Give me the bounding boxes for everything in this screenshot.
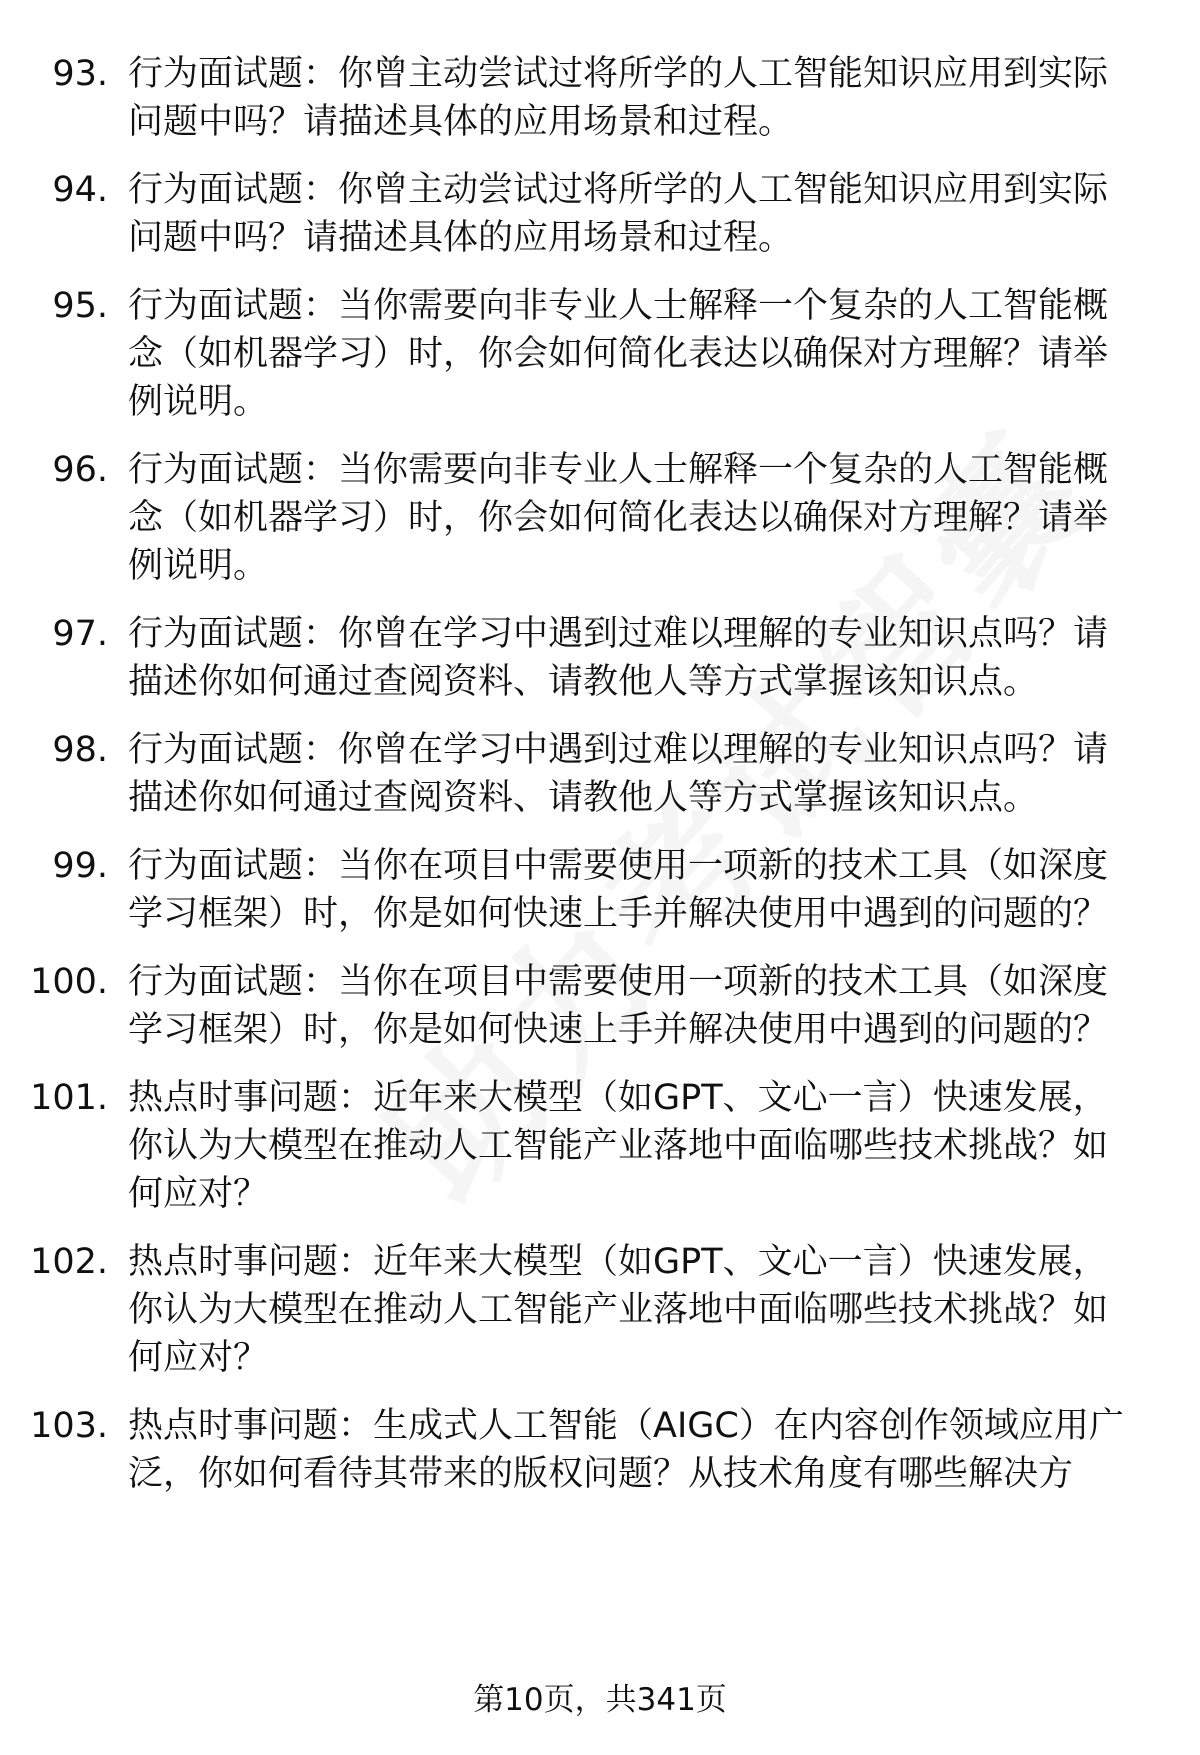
question-line: 泛，你如何看待其带来的版权问题？从技术角度有哪些解决方 [128, 1454, 1074, 1494]
question-line: 你认为大模型在推动人工智能产业落地中面临哪些技术挑战？如 [128, 1290, 1109, 1330]
question-text [128, 1238, 1158, 1382]
question-line: 例说明。 [128, 546, 269, 586]
question-text [128, 726, 1158, 822]
question-line: 问题中吗？请描述具体的应用场景和过程。 [128, 102, 794, 142]
question-number: 95. [52, 286, 108, 326]
question-line: 你认为大模型在推动人工智能产业落地中面临哪些技术挑战？如 [128, 1126, 1109, 1166]
question-number: 102. [30, 1242, 108, 1282]
question-number: 98. [52, 730, 108, 770]
question-text [128, 446, 1158, 590]
question-text [128, 842, 1158, 938]
question-line: 行为面试题：你曾主动尝试过将所学的人工智能知识应用到实际 [128, 170, 1109, 210]
question-text [128, 166, 1158, 262]
question-number: 99. [52, 846, 108, 886]
question-text [128, 1074, 1158, 1218]
question-number: 93. [52, 54, 108, 94]
question-line: 热点时事问题：生成式人工智能（AIGC）在内容创作领域应用广 [128, 1406, 1124, 1446]
question-line: 例说明。 [128, 382, 269, 422]
question-line: 热点时事问题：近年来大模型（如GPT、文心一言）快速发展， [128, 1242, 1108, 1282]
question-line: 行为面试题：你曾在学习中遇到过难以理解的专业知识点吗？请 [128, 730, 1109, 770]
question-line: 描述你如何通过查阅资料、请教他人等方式掌握该知识点。 [128, 778, 1039, 818]
question-line: 行为面试题：你曾主动尝试过将所学的人工智能知识应用到实际 [128, 54, 1109, 94]
question-line: 问题中吗？请描述具体的应用场景和过程。 [128, 218, 794, 258]
question-text [128, 50, 1158, 146]
question-number: 97. [52, 614, 108, 654]
question-text [128, 610, 1158, 706]
question-number: 101. [30, 1078, 108, 1118]
question-number: 94. [52, 170, 108, 210]
question-line: 行为面试题：当你需要向非专业人士解释一个复杂的人工智能概 [128, 450, 1109, 490]
question-text [128, 282, 1158, 426]
question-line: 行为面试题：你曾在学习中遇到过难以理解的专业知识点吗？请 [128, 614, 1109, 654]
question-line: 行为面试题：当你在项目中需要使用一项新的技术工具（如深度 [128, 962, 1109, 1002]
question-line: 何应对？ [128, 1174, 269, 1214]
question-number: 100. [30, 962, 108, 1002]
question-line: 念（如机器学习）时，你会如何简化表达以确保对方理解？请举 [128, 498, 1109, 538]
question-number: 96. [52, 450, 108, 490]
question-line: 行为面试题：当你需要向非专业人士解释一个复杂的人工智能概 [128, 286, 1109, 326]
question-line: 何应对？ [128, 1338, 269, 1378]
page-footer: 第10页，共341页 [473, 1682, 727, 1718]
question-line: 描述你如何通过查阅资料、请教他人等方式掌握该知识点。 [128, 662, 1039, 702]
question-number: 103. [30, 1406, 108, 1446]
question-line: 念（如机器学习）时，你会如何简化表达以确保对方理解？请举 [128, 334, 1109, 374]
question-line: 学习框架）时，你是如何快速上手并解决使用中遇到的问题的？ [128, 1010, 1109, 1050]
question-line: 学习框架）时，你是如何快速上手并解决使用中遇到的问题的？ [128, 894, 1109, 934]
question-line: 行为面试题：当你在项目中需要使用一项新的技术工具（如深度 [128, 846, 1109, 886]
question-text [128, 958, 1158, 1054]
question-line: 热点时事问题：近年来大模型（如GPT、文心一言）快速发展， [128, 1078, 1108, 1118]
question-text [128, 1402, 1158, 1498]
